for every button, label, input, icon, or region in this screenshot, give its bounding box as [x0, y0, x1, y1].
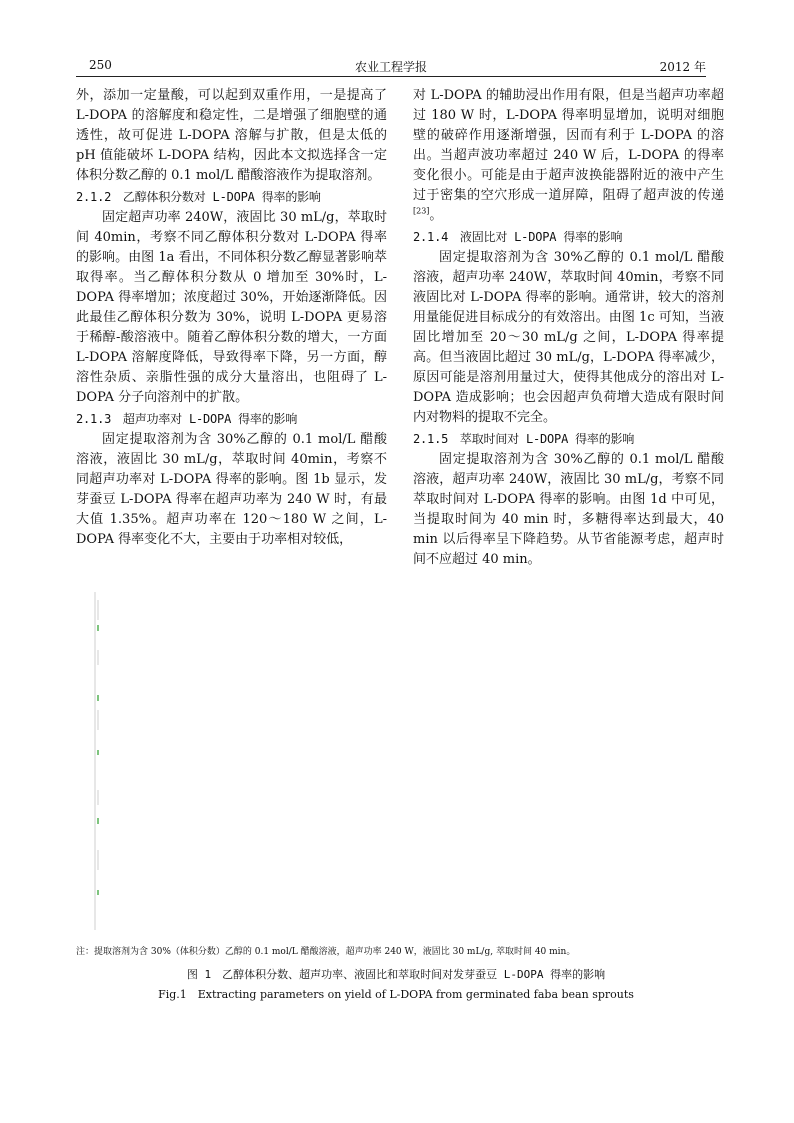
faint-green-mark	[97, 890, 99, 895]
left-column	[76, 86, 387, 550]
paragraph-2-1-3-continued	[413, 86, 724, 226]
figure-caption-chinese: 图 1 乙醇体积分数、超声功率、液固比和萃取时间对发芽蚕豆 L-DOPA 得率的影响	[186, 968, 606, 981]
journal-name: 农业工程学报	[354, 60, 427, 74]
paragraph-end: 。	[429, 208, 443, 223]
faint-green-mark	[97, 625, 99, 631]
page-number: 250	[89, 58, 112, 72]
figure-caption-english: Fig.1 Extracting parameters on yield of L-DOPA from germinated faba bean sprouts	[158, 988, 634, 1001]
section-heading-2-1-5: 2.1.5 萃取时间对 L-DOPA 得率的影响	[413, 432, 635, 446]
section-heading-2-1-4: 2.1.4 液固比对 L-DOPA 得率的影响	[413, 230, 623, 244]
section-heading-2-1-3: 2.1.3 超声功率对 L-DOPA 得率的影响	[76, 412, 298, 426]
citation-ref: [23]	[413, 206, 430, 216]
paragraph-text: 对 L-DOPA 的辅助浸出作用有限，但是当超声功率超过 180 W 时，L-DOPA 得率明显增加，说明对细胞壁的破碎作用逐渐增强，因而有利于 L-DOPA 的溶出。当超声波功率超过 240 W 后，L-DOPA 的得率变化很小。可能是由于超声波换能器附近的液中产生过于密集的空穴形成一道屏障，阻碍了超声波的传递	[413, 88, 724, 203]
paragraph-2-1-5: 固定提取溶剂为含 30%乙醇的 0.1 mol/L 醋酸溶液，超声功率 240W，液固比 30 mL/g，考察不同萃取时间对 L-DOPA 得率的影响。由图 1d 中可见，当提取时间为 40 min 时，多糖得率达到最大，40 min 以后得率呈下降趋势。从节省能源考虑，超声时间不应超过 40 min。	[413, 452, 724, 567]
paragraph-2-1-2: 固定超声功率 240W，液固比 30 mL/g，萃取时间 40min，考察不同乙醇体积分数对 L-DOPA 得率的影响。由图 1a 看出，不同体积分数乙醇显著影响萃取得率。当乙醇体积分数从 0 增加至 30%时，L-DOPA 得率增加；浓度超过 30%，开始逐渐降低。因此最佳乙醇体积分数为 30%，说明 L-DOPA 更易溶于稀醇-酸溶液中。随着乙醇体积分数的增大，一方面 L-DOPA 溶解度降低，导致得率下降，另一方面，醇溶性杂质、亲脂性强的成分大量溶出，也阻碍了 L-DOPA 分子向溶剂中的扩散。	[76, 210, 387, 405]
faint-green-mark	[97, 750, 99, 755]
faint-green-mark	[97, 818, 99, 824]
running-header	[76, 56, 706, 77]
figure-1-graphic	[76, 590, 716, 935]
paragraph-2-1-3: 固定提取溶剂为含 30%乙醇的 0.1 mol/L 醋酸溶液，液固比 30 mL/g，萃取时间 40min，考察不同超声功率对 L-DOPA 得率的影响。图 1b 显示，发芽蚕豆 L-DOPA 得率在超声功率为 240 W 时，有最大值 1.35%。超声功率在 120～180 W 之间，L-DOPA 得率变化不大，主要由于功率相对较低，	[76, 432, 387, 547]
publication-year: 2012 年	[659, 60, 706, 74]
section-heading-2-1-2: 2.1.2 乙醇体积分数对 L-DOPA 得率的影响	[76, 190, 321, 204]
right-column	[413, 86, 724, 570]
figure-1-faded-artwork	[76, 590, 716, 935]
paragraph-2-1-4: 固定提取溶剂为含 30%乙醇的 0.1 mol/L 醋酸溶液，超声功率 240W，萃取时间 40min，考察不同液固比对 L-DOPA 得率的影响。通常讲，较大的溶剂用量能促进目标成分的有效溶出。由图 1c 可知，当液固比增加至 20～30 mL/g 之间，L-DOPA 得率提高。但当液固比超过 30 mL/g，L-DOPA 得率减少，原因可能是溶剂用量过大，使得其他成分的溶出对 L-DOPA 造成影响；也会因超声负荷增大造成有限时间内对物料的提取不完全。	[413, 250, 724, 425]
figure-note: 注：提取溶剂为含 30%（体积分数）乙醇的 0.1 mol/L 醋酸溶液，超声功率 240 W，液固比 30 mL/g, 萃取时间 40 min。	[76, 947, 576, 957]
paragraph-intro-continued: 外，添加一定量酸，可以起到双重作用，一是提高了 L-DOPA 的溶解度和稳定性，二是增强了细胞壁的通透性，故可促进 L-DOPA 溶解与扩散，但是太低的 pH 值能破坏 L-DOPA 结构，因此本文拟选择含一定体积分数乙醇的 0.1 mol/L 醋酸溶液作为提取溶剂。	[76, 88, 387, 183]
faint-green-mark	[97, 695, 99, 701]
